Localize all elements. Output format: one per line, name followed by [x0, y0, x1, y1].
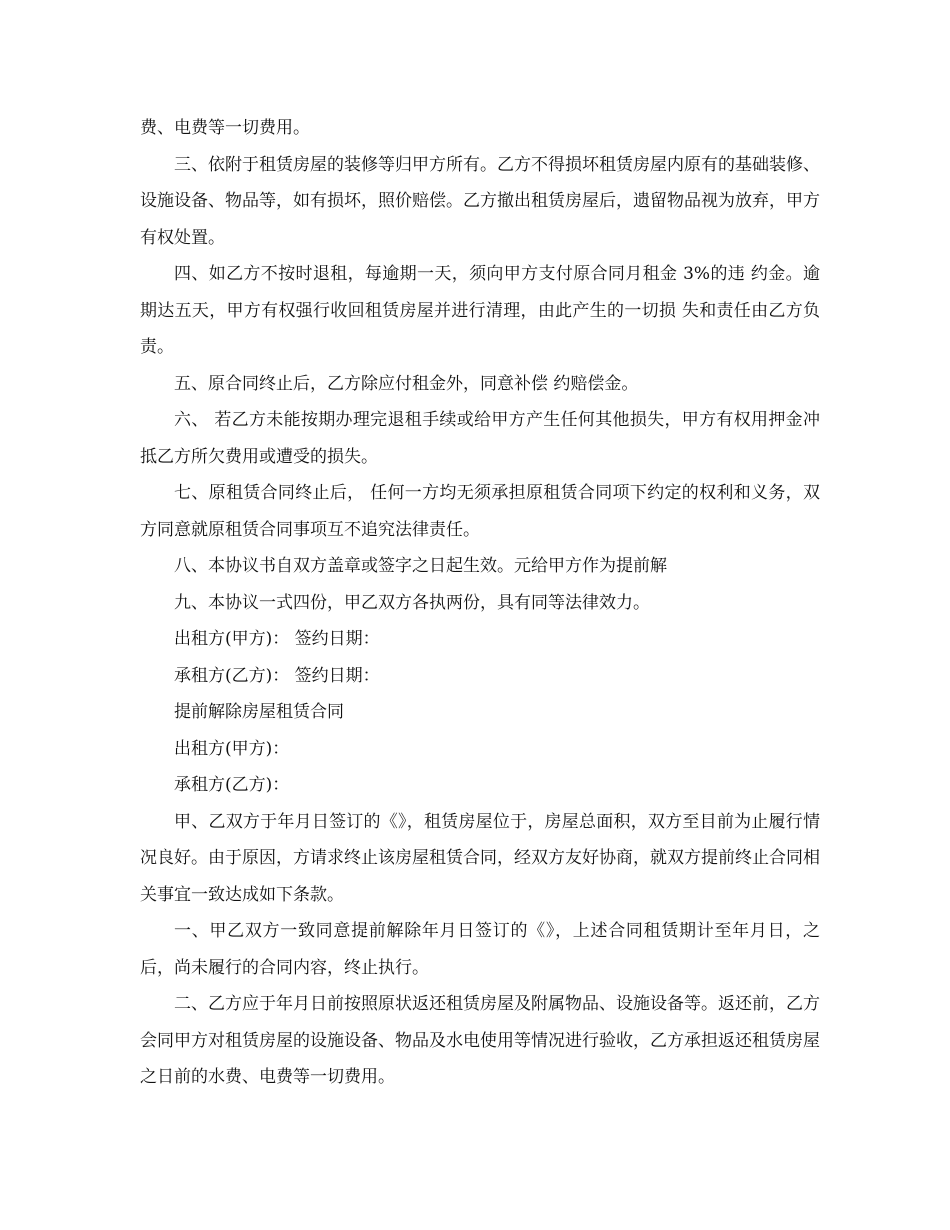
paragraph-clause-6: 六、 若乙方未能按期办理完退租手续或给甲方产生任何其他损失，甲方有权用押金冲抵乙方所欠费用或遭受的损失。 — [140, 410, 820, 467]
signature-lessee-line: 承租方(乙方)： 签约日期： — [174, 665, 380, 686]
paragraph-clause-2: 二、乙方应于年月日前按照原状返还租赁房屋及附属物品、设施设备等。返还前，乙方会同甲方对租赁房屋的设施设备、物品及水电使用等情况进行验收，乙方承担返还租赁房屋之日前的水费、电费等一切费用。 — [140, 994, 820, 1087]
paragraph-clause-3: 三、依附于租赁房屋的装修等归甲方所有。乙方不得损坏租赁房屋内原有的基础装修、设施设备、物品等，如有损坏，照价赔偿。乙方撤出租赁房屋后，遗留物品视为放弃，甲方有权处置。 — [140, 154, 820, 248]
paragraph-clause-7: 七、原租赁合同终止后， 任何一方均无须承担原租赁合同项下约定的权利和义务，双方同意就原租赁合同事项互不追究法律责任。 — [140, 483, 820, 540]
paragraph-continuation: 费、电费等一切费用。 — [140, 118, 310, 138]
signature-lessor-line: 出租方(甲方)： 签约日期： — [174, 629, 380, 649]
document-body — [140, 110, 820, 1096]
paragraph-clause-9: 九、本协议一式四份，甲乙双方各执两份，具有同等法律效力。 — [174, 592, 650, 613]
document-title: 提前解除房屋租赁合同 — [174, 702, 344, 722]
lessor-party-line: 出租方(甲方)： — [174, 738, 290, 759]
paragraph-clause-4: 四、如乙方不按时退租，每逾期一天，须向甲方支付原合同月租金 3%的违 约金。逾期达五天，甲方有权强行收回租赁房屋并进行清理，由此产生的一切损 失和责任由乙方负责。 — [140, 264, 820, 357]
lessee-party-line: 承租方(乙方)： — [174, 775, 290, 795]
paragraph-clause-8: 八、本协议书自双方盖章或签字之日起生效。元给甲方作为提前解 — [174, 556, 667, 576]
paragraph-preamble: 甲、乙双方于年月日签订的《》，租赁房屋位于，房屋总面积，双方至目前为止履行情况良好。由于原因，方请求终止该房屋租赁合同，经双方友好协商，就双方提前终止合同相关事宜一致达成如下条款。 — [140, 811, 820, 905]
paragraph-clause-5: 五、原合同终止后，乙方除应付租金外，同意补偿 约赔偿金。 — [174, 373, 639, 394]
paragraph-clause-1: 一、甲乙双方一致同意提前解除年月日签订的《》，上述合同租赁期计至年月日，之后，尚未履行的合同内容，终止执行。 — [140, 921, 820, 978]
